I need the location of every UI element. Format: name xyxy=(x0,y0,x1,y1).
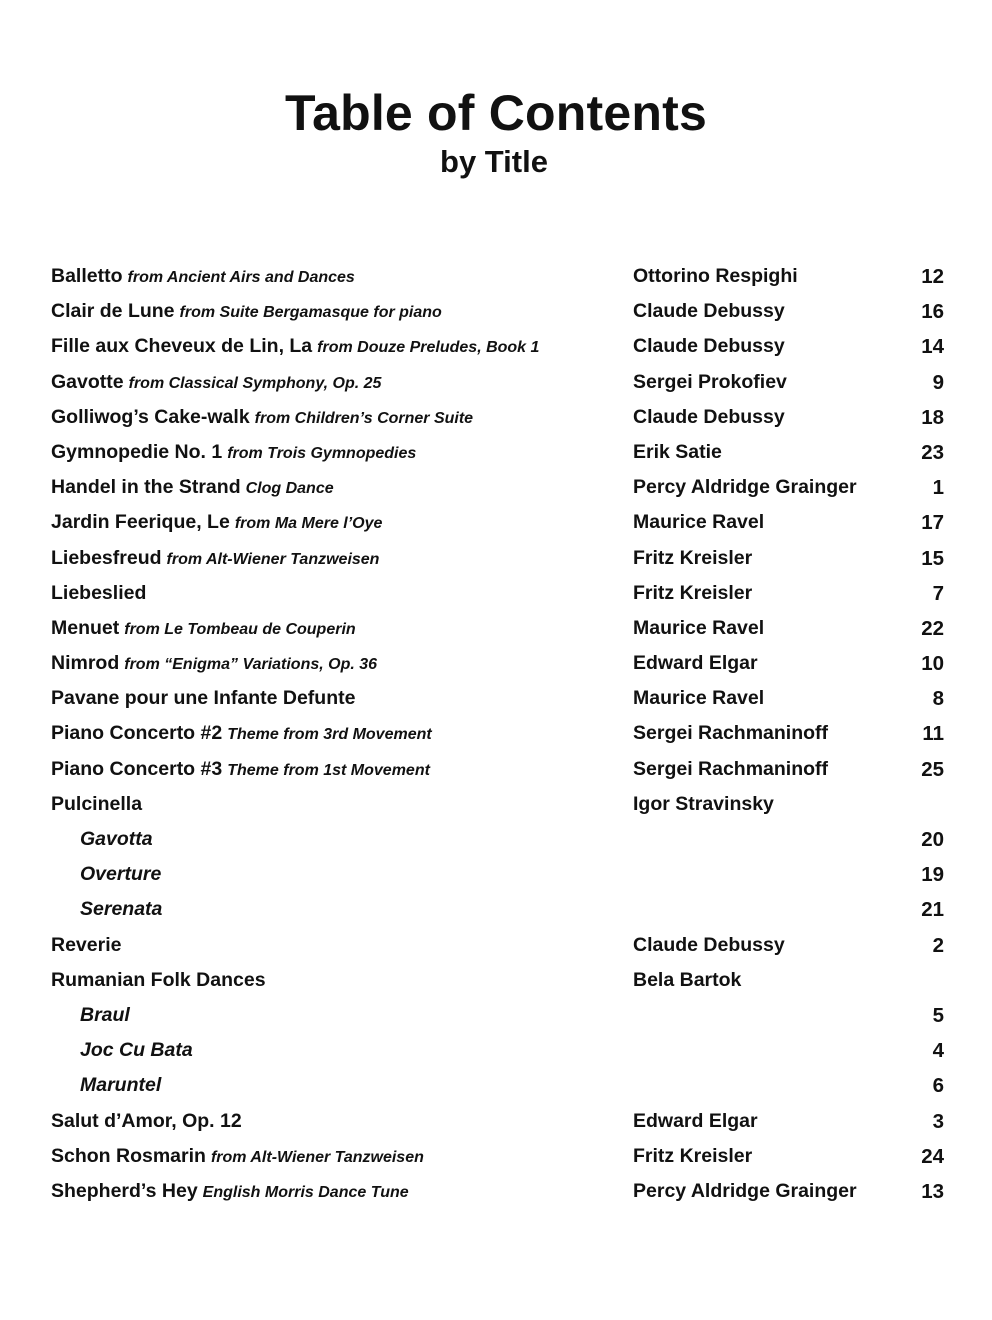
entry-title-cell xyxy=(51,329,539,365)
entry-title: Joc Cu Bata xyxy=(80,1039,193,1062)
entry-title-cell xyxy=(51,294,442,330)
entry-title-cell xyxy=(51,1174,409,1210)
toc-entry xyxy=(0,470,992,505)
entry-description: from Classical Symphony, Op. 25 xyxy=(128,374,382,392)
entry-title-cell xyxy=(51,400,473,436)
entry-page-number: 24 xyxy=(921,1144,944,1168)
toc-entry xyxy=(0,435,992,470)
entry-description: from Le Tombeau de Couperin xyxy=(124,620,356,638)
toc-subentry xyxy=(0,1068,992,1103)
entry-title-cell xyxy=(80,998,130,1033)
entry-title-cell xyxy=(51,365,381,401)
entry-title: Pavane pour une Infante Defunte xyxy=(51,687,356,710)
entry-page-number: 15 xyxy=(921,546,944,570)
entry-composer: Edward Elgar xyxy=(633,652,758,675)
entry-title-cell xyxy=(51,435,416,471)
toc-subentry xyxy=(0,857,992,892)
toc-subentry xyxy=(0,998,992,1033)
entry-page-number: 23 xyxy=(921,440,944,464)
toc-entry xyxy=(0,576,992,611)
entry-page-number: 14 xyxy=(921,335,944,359)
entry-composer: Edward Elgar xyxy=(633,1109,758,1132)
entry-title: Gavotte xyxy=(51,370,124,393)
entry-title: Jardin Feerique, Le xyxy=(51,511,230,534)
entry-page-number: 9 xyxy=(932,370,944,394)
entry-page-number: 25 xyxy=(921,757,944,781)
entry-title-cell xyxy=(80,857,161,892)
entry-title-cell xyxy=(80,892,162,927)
entry-title: Liebeslied xyxy=(51,581,147,604)
toc-entry xyxy=(0,329,992,364)
entry-title: Golliwog’s Cake-walk xyxy=(51,405,250,428)
entry-composer: Maurice Ravel xyxy=(633,616,765,639)
entry-composer: Bela Bartok xyxy=(633,968,742,991)
entry-page-number: 19 xyxy=(921,863,944,887)
entry-title: Fille aux Cheveux de Lin, La xyxy=(51,335,313,358)
entry-title: Rumanian Folk Dances xyxy=(51,968,266,991)
entry-description: from Alt-Wiener Tanzweisen xyxy=(166,550,380,568)
entry-description: from Children’s Corner Suite xyxy=(254,409,474,427)
toc-entry xyxy=(0,963,992,998)
entry-page-number: 3 xyxy=(932,1109,944,1133)
entry-composer: Percy Aldridge Grainger xyxy=(633,1179,857,1202)
entry-page-number: 16 xyxy=(921,300,944,324)
toc-subentry xyxy=(0,822,992,857)
entry-title: Overture xyxy=(80,863,162,886)
entry-description: from Ma Mere l’Oye xyxy=(234,515,383,533)
toc-entry xyxy=(0,365,992,400)
toc-entry xyxy=(0,787,992,822)
entry-page-number: 18 xyxy=(921,405,944,429)
entry-composer: Fritz Kreisler xyxy=(633,546,753,569)
entry-title: Gymnopedie No. 1 xyxy=(51,440,223,463)
toc-list xyxy=(0,259,992,1209)
toc-entry xyxy=(0,259,992,294)
toc-entry xyxy=(0,1174,992,1209)
entry-title-cell xyxy=(51,259,355,295)
entry-description: from Trois Gymnopedies xyxy=(227,444,417,462)
entry-title: Braul xyxy=(80,1003,130,1026)
entry-title: Balletto xyxy=(51,265,123,287)
entry-title: Shepherd’s Hey xyxy=(51,1179,198,1202)
entry-title-cell xyxy=(51,470,334,506)
entry-title: Maruntel xyxy=(80,1074,162,1097)
entry-page-number: 7 xyxy=(932,581,944,605)
entry-title-cell xyxy=(80,1068,161,1103)
entry-composer: Erik Satie xyxy=(633,440,722,463)
entry-description: from “Enigma” Variations, Op. 36 xyxy=(124,656,378,674)
toc-entry xyxy=(0,716,992,751)
entry-title-cell xyxy=(51,928,121,963)
entry-description: from Douze Preludes, Book 1 xyxy=(317,339,540,357)
page-subtitle: by Title xyxy=(440,144,548,179)
page-title: Table of Contents xyxy=(285,85,707,141)
toc-entry xyxy=(0,1139,992,1174)
entry-description: from Alt-Wiener Tanzweisen xyxy=(210,1148,424,1166)
entry-title: Handel in the Strand xyxy=(51,476,241,499)
entry-composer: Sergei Prokofiev xyxy=(633,370,787,393)
entry-composer: Fritz Kreisler xyxy=(633,1144,753,1167)
entry-title: Serenata xyxy=(80,898,163,921)
entry-title-cell xyxy=(51,576,146,611)
entry-title: Salut d’Amor, Op. 12 xyxy=(51,1109,242,1132)
entry-title-cell xyxy=(51,1104,242,1139)
entry-title: Clair de Lune xyxy=(51,300,175,323)
entry-title-cell xyxy=(51,1139,424,1175)
entry-description: Theme from 3rd Movement xyxy=(227,726,432,744)
entry-composer: Maurice Ravel xyxy=(633,511,765,534)
entry-page-number: 11 xyxy=(922,722,944,746)
entry-title-cell xyxy=(51,752,430,788)
toc-entry xyxy=(0,611,992,646)
toc-entry xyxy=(0,646,992,681)
entry-title-cell xyxy=(51,963,266,998)
entry-page-number: 5 xyxy=(932,1003,944,1027)
entry-composer: Percy Aldridge Grainger xyxy=(633,476,857,499)
entry-composer: Fritz Kreisler xyxy=(633,581,753,604)
toc-entry xyxy=(0,505,992,540)
entry-page-number: 13 xyxy=(921,1179,944,1203)
entry-page-number: 12 xyxy=(921,265,944,288)
entry-composer: Ottorino Respighi xyxy=(633,265,798,287)
entry-title-cell xyxy=(80,1033,193,1068)
entry-title-cell xyxy=(51,505,382,541)
entry-description: from Ancient Airs and Dances xyxy=(127,269,355,286)
entry-page-number: 20 xyxy=(921,828,944,851)
entry-page-number: 2 xyxy=(932,933,944,957)
entry-composer: Claude Debussy xyxy=(633,300,785,323)
toc-entry xyxy=(0,928,992,963)
entry-description: English Morris Dance Tune xyxy=(202,1183,409,1201)
entry-page-number: 22 xyxy=(921,616,944,640)
entry-page-number: 6 xyxy=(932,1074,944,1098)
entry-composer: Claude Debussy xyxy=(633,335,785,358)
entry-description: Clog Dance xyxy=(245,480,334,498)
entry-title: Liebesfreud xyxy=(51,546,162,569)
entry-title-cell xyxy=(51,681,355,716)
entry-description: from Suite Bergamasque for piano xyxy=(179,304,442,322)
entry-title: Piano Concerto #2 xyxy=(51,722,223,745)
entry-composer: Maurice Ravel xyxy=(633,687,765,710)
toc-entry xyxy=(0,541,992,576)
entry-page-number: 10 xyxy=(921,652,944,676)
entry-title: Reverie xyxy=(51,933,122,956)
entry-page-number: 1 xyxy=(932,476,944,500)
entry-page-number: 17 xyxy=(921,511,944,535)
toc-entry xyxy=(0,681,992,716)
toc-entry xyxy=(0,294,992,329)
entry-title: Pulcinella xyxy=(51,792,143,815)
entry-title-cell xyxy=(51,541,379,577)
entry-page-number: 4 xyxy=(932,1039,944,1063)
entry-title-cell xyxy=(80,822,153,857)
entry-title-cell xyxy=(51,716,432,752)
entry-title-cell xyxy=(51,646,377,682)
entry-composer: Claude Debussy xyxy=(633,405,785,428)
entry-composer: Sergei Rachmaninoff xyxy=(633,722,829,745)
entry-title: Gavotta xyxy=(80,828,153,850)
entry-description: Theme from 1st Movement xyxy=(227,761,430,779)
toc-entry xyxy=(0,752,992,787)
entry-composer: Sergei Rachmaninoff xyxy=(633,757,829,780)
entry-composer: Igor Stravinsky xyxy=(633,792,774,815)
entry-title: Piano Concerto #3 xyxy=(51,757,223,780)
entry-page-number: 8 xyxy=(932,687,944,711)
entry-title-cell xyxy=(51,787,142,822)
toc-entry xyxy=(0,400,992,435)
entry-title-cell xyxy=(51,611,356,647)
entry-title: Menuet xyxy=(51,616,120,639)
toc-entry xyxy=(0,1104,992,1139)
toc-subentry xyxy=(0,892,992,927)
entry-page-number: 21 xyxy=(921,898,944,922)
toc-subentry xyxy=(0,1033,992,1068)
entry-composer: Claude Debussy xyxy=(633,933,785,956)
entry-title: Nimrod xyxy=(51,652,120,675)
entry-title: Schon Rosmarin xyxy=(51,1144,206,1167)
